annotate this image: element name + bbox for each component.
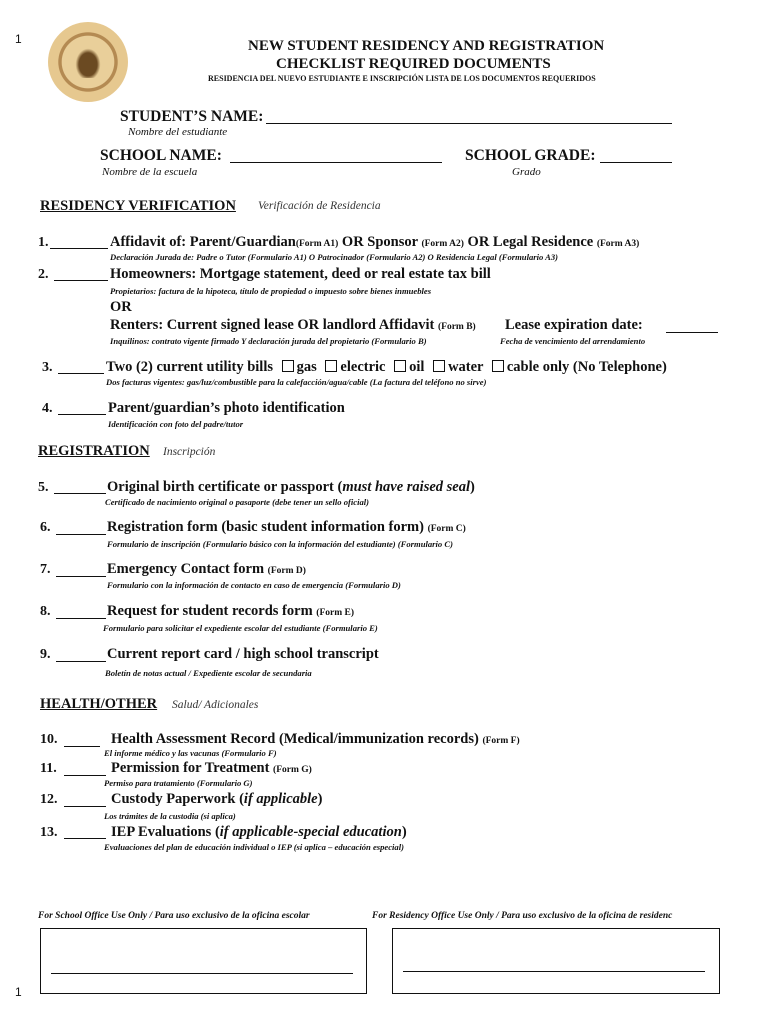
item-8-text bbox=[107, 603, 354, 620]
item-13-label-italic: if applicable-special education bbox=[219, 824, 402, 840]
item-12-label: Custody Paperwork ( bbox=[111, 791, 244, 807]
item-13-spanish: Evaluaciones del plan de educación individual o IEP (si aplica – educación especial) bbox=[104, 842, 404, 852]
item-1-form-a: (Form A1) bbox=[295, 239, 339, 249]
student-name-label: STUDENT’S NAME: bbox=[120, 108, 264, 125]
school-office-label: For School Office Use Only / Para uso exclusivo de la oficina escolar bbox=[38, 911, 310, 921]
item-5-label-end: ) bbox=[470, 479, 475, 495]
item-3-check-line[interactable] bbox=[58, 373, 104, 374]
section-health-title: HEALTH/OTHER bbox=[40, 696, 158, 712]
title-spanish: RESIDENCIA DEL NUEVO ESTUDIANTE E INSCRIPCIÓN LISTA DE LOS DOCUMENTOS REQUERIDOS bbox=[208, 74, 596, 83]
item-2-number: 2. bbox=[38, 267, 49, 282]
item-2-renters bbox=[110, 317, 476, 334]
title-line-1: NEW STUDENT RESIDENCY AND REGISTRATION bbox=[248, 38, 605, 54]
residency-office-label: For Residency Office Use Only / Para uso exclusivo de la oficina de residenc bbox=[372, 911, 673, 921]
item-12-label-end: ) bbox=[317, 791, 323, 807]
section-registration-title: REGISTRATION bbox=[38, 443, 150, 459]
item-1-part-b: OR Sponsor bbox=[338, 234, 422, 250]
item-1-number: 1. bbox=[38, 235, 49, 250]
item-9-check-line[interactable] bbox=[56, 661, 106, 662]
school-grade-field[interactable] bbox=[600, 162, 672, 163]
item-5-number: 5. bbox=[38, 480, 49, 495]
page-number-bottom: 1 bbox=[15, 985, 22, 999]
item-8-form: (Form E) bbox=[316, 608, 355, 618]
item-6-number: 6. bbox=[40, 520, 51, 535]
gas-checkbox[interactable] bbox=[282, 360, 294, 372]
item-7-check-line[interactable] bbox=[56, 576, 106, 577]
item-11-text bbox=[111, 760, 312, 777]
item-1-part-a: Affidavit of: Parent/Guardian bbox=[110, 234, 296, 250]
item-9-spanish: Boletín de notas actual / Expediente escolar de secundaria bbox=[105, 668, 312, 678]
item-11-label: Permission for Treatment bbox=[111, 760, 274, 776]
item-2-renters-spanish: Inquilinos: contrato vigente firmado Y declaración jurada del propietario (Formulario B) bbox=[110, 336, 427, 346]
water-checkbox[interactable] bbox=[433, 360, 445, 372]
item-10-text bbox=[111, 731, 520, 748]
item-2-lease-label: Lease expiration date: bbox=[505, 317, 643, 333]
item-7-label: Emergency Contact form bbox=[107, 561, 268, 577]
cable-checkbox[interactable] bbox=[492, 360, 504, 372]
item-10-number: 10. bbox=[40, 732, 58, 747]
item-12-check-line[interactable] bbox=[64, 806, 106, 807]
item-13-label: IEP Evaluations ( bbox=[111, 824, 220, 840]
school-grade-label: SCHOOL GRADE: bbox=[465, 147, 596, 164]
item-2-renters-form: (Form B) bbox=[438, 322, 476, 332]
water-option: water bbox=[448, 359, 484, 375]
section-registration-title-es: Inscripción bbox=[163, 446, 216, 458]
item-6-spanish: Formulario de inscripción (Formulario básico con la información del estudiante) (Formulario C) bbox=[107, 539, 453, 549]
cable-option: cable only (No Telephone) bbox=[506, 359, 667, 375]
school-name-field[interactable] bbox=[230, 162, 442, 163]
section-health-title-es: Salud/ Adicionales bbox=[172, 699, 259, 711]
oil-option: oil bbox=[409, 359, 425, 375]
item-2-spanish: Propietarios: factura de la hipoteca, título de propiedad o impuesto sobre bienes inmuebles bbox=[110, 286, 432, 296]
school-office-box[interactable] bbox=[40, 928, 367, 994]
item-7-form: (Form D) bbox=[267, 566, 306, 576]
item-5-check-line[interactable] bbox=[54, 493, 106, 494]
item-2-check-line[interactable] bbox=[54, 280, 108, 281]
seal-emblem-icon bbox=[72, 44, 104, 78]
item-10-check-line[interactable] bbox=[64, 746, 100, 747]
gas-option: gas bbox=[296, 359, 317, 375]
item-12-text bbox=[111, 791, 322, 808]
item-12-label-italic: if applicable bbox=[243, 791, 318, 807]
item-3-text bbox=[106, 359, 667, 376]
item-3-spanish: Dos facturas vigentes: gas/luz/combustible para la calefacción/agua/cable (La factura del teléfono no sirve) bbox=[106, 377, 487, 387]
item-3-label: Two (2) current utility bills bbox=[106, 359, 274, 375]
electric-option: electric bbox=[340, 359, 386, 375]
item-8-spanish: Formulario para solicitar el expediente escolar del estudiante (Formulario E) bbox=[103, 623, 378, 633]
item-11-check-line[interactable] bbox=[64, 775, 106, 776]
item-2-text: Homeowners: Mortgage statement, deed or real estate tax bill bbox=[110, 266, 491, 282]
item-1-form-c: (Form A3) bbox=[596, 239, 640, 249]
item-1-part-c: OR Legal Residence bbox=[463, 234, 597, 250]
title-line-2: CHECKLIST REQUIRED DOCUMENTS bbox=[276, 56, 551, 72]
school-name-label-es: Nombre de la escuela bbox=[102, 166, 198, 178]
item-3-number: 3. bbox=[42, 360, 53, 375]
item-7-spanish: Formulario con la información de contacto en caso de emergencia (Formulario D) bbox=[107, 580, 401, 590]
item-2-lease-spanish: Fecha de vencimiento del arrendamiento bbox=[500, 336, 646, 346]
lease-expiration-field[interactable] bbox=[666, 332, 718, 333]
item-8-label: Request for student records form bbox=[107, 603, 317, 619]
residency-office-box[interactable] bbox=[392, 928, 720, 994]
item-10-label: Health Assessment Record (Medical/immunization records) bbox=[111, 731, 483, 747]
item-2-renters-text: Renters: Current signed lease OR landlord Affidavit bbox=[110, 317, 438, 333]
item-4-text: Parent/guardian’s photo identification bbox=[108, 400, 345, 416]
school-name-label: SCHOOL NAME: bbox=[100, 147, 222, 164]
item-9-number: 9. bbox=[40, 647, 51, 662]
school-office-signature-line[interactable] bbox=[51, 973, 353, 974]
item-11-form: (Form G) bbox=[273, 765, 312, 775]
item-4-number: 4. bbox=[42, 401, 53, 416]
item-1-form-b: (Form A2) bbox=[421, 239, 464, 249]
section-residency-title-es: Verificación de Residencia bbox=[258, 200, 381, 212]
item-8-number: 8. bbox=[40, 604, 51, 619]
item-5-label-italic: must have raised seal bbox=[342, 479, 471, 495]
residency-office-signature-line[interactable] bbox=[403, 971, 705, 972]
item-11-spanish: Permiso para tratamiento (Formulario G) bbox=[104, 778, 253, 788]
item-7-text bbox=[107, 561, 306, 578]
item-8-check-line[interactable] bbox=[56, 618, 106, 619]
item-12-number: 12. bbox=[40, 792, 58, 807]
section-residency-title: RESIDENCY VERIFICATION bbox=[40, 198, 236, 214]
item-13-check-line[interactable] bbox=[64, 838, 106, 839]
item-6-label: Registration form (basic student information form) bbox=[107, 519, 428, 535]
oil-checkbox[interactable] bbox=[394, 360, 406, 372]
item-5-spanish: Certificado de nacimiento original o pasaporte (debe tener un sello oficial) bbox=[105, 497, 370, 507]
item-6-check-line[interactable] bbox=[56, 534, 106, 535]
item-4-check-line[interactable] bbox=[58, 414, 106, 415]
student-name-field[interactable] bbox=[266, 123, 672, 124]
item-1-spanish: Declaración Jurada de: Padre o Tutor (Formulario A1) O Patrocinador (Formulario A2) O Residencia Legal (Formulario A3) bbox=[110, 252, 559, 262]
item-13-text bbox=[111, 824, 407, 841]
item-13-label-end: ) bbox=[401, 824, 407, 840]
town-seal-logo bbox=[48, 22, 128, 102]
item-9-text: Current report card / high school transcript bbox=[107, 646, 379, 662]
school-grade-label-es: Grado bbox=[512, 166, 541, 178]
item-11-number: 11. bbox=[40, 761, 57, 776]
item-4-spanish: Identificación con foto del padre/tutor bbox=[108, 419, 244, 429]
electric-checkbox[interactable] bbox=[325, 360, 337, 372]
item-13-number: 13. bbox=[40, 825, 58, 840]
page-number-top: 1 bbox=[15, 32, 22, 46]
item-10-spanish: El informe médico y las vacunas (Formulario F) bbox=[104, 748, 277, 758]
item-5-text bbox=[107, 479, 475, 496]
item-5-label: Original birth certificate or passport ( bbox=[107, 479, 343, 495]
item-7-number: 7. bbox=[40, 562, 51, 577]
item-6-text bbox=[107, 519, 466, 536]
item-12-spanish: Los trámites de la custodia (si aplica) bbox=[104, 811, 236, 821]
student-name-label-es: Nombre del estudiante bbox=[128, 126, 228, 138]
item-1-check-line[interactable] bbox=[50, 248, 108, 249]
item-1-text bbox=[110, 234, 639, 251]
item-6-form: (Form C) bbox=[427, 524, 466, 534]
item-10-form: (Form F) bbox=[482, 736, 520, 746]
item-2-or: OR bbox=[110, 299, 132, 315]
